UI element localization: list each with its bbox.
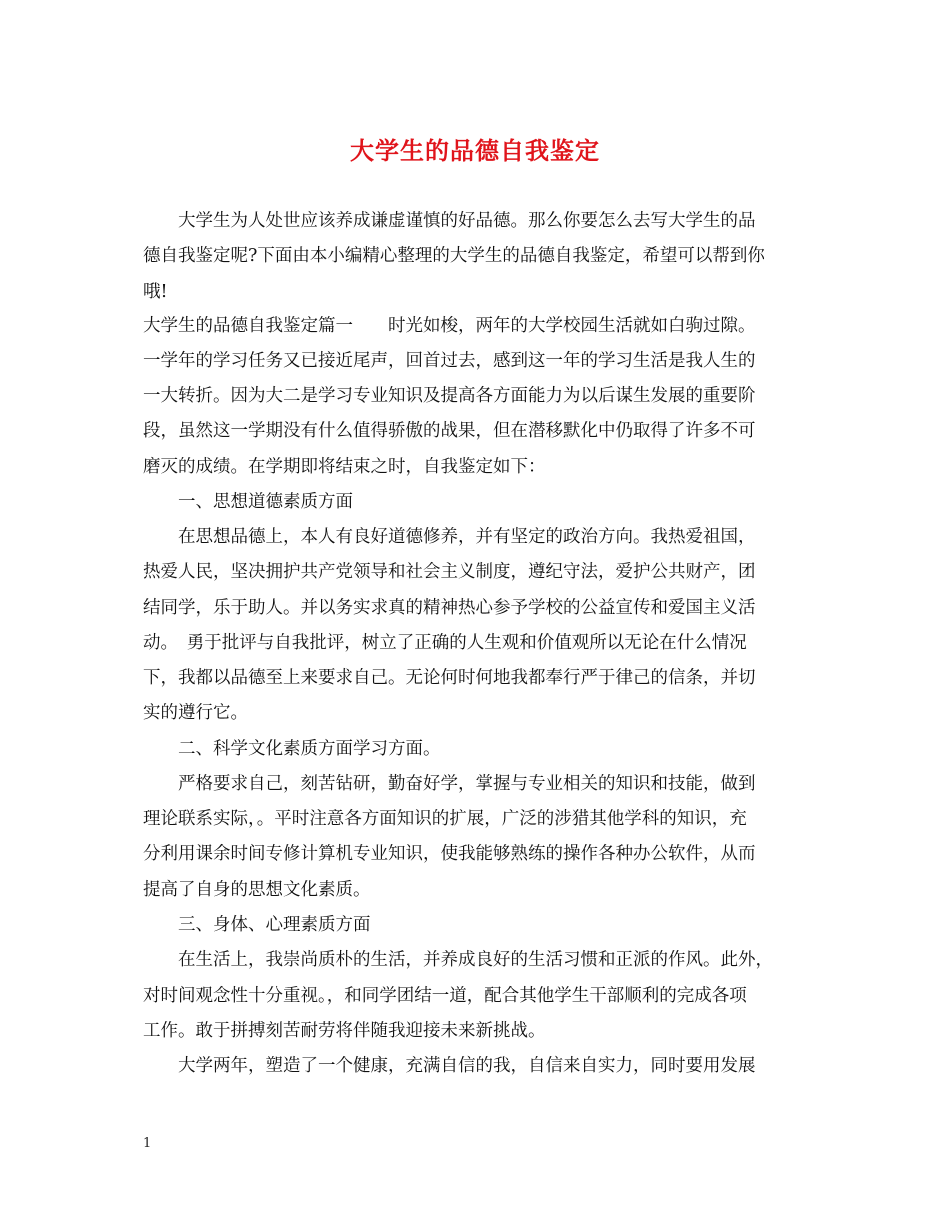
text-line: 结同学，乐于助人。并以务实求真的精神热心参予学校的公益宣传和爱国主义活 (143, 598, 756, 618)
text-line: 哦! (143, 282, 168, 302)
text-line: 动。 勇于批评与自我批评，树立了正确的人生观和价值观所以无论在什么情况 (143, 633, 747, 653)
text-line: 一学年的学习任务又已接近尾声，回首过去，感到这一年的学习生活是我人生的 (143, 351, 756, 371)
text-line: 在生活上，我崇尚质朴的生活，并养成良好的生活习惯和正派的作风。此外， (143, 950, 773, 970)
text-line: 热爱人民，坚决拥护共产党领导和社会主义制度，遵纪守法，爱护公共财产，团 (143, 562, 756, 582)
text-line: 在思想品德上，本人有良好道德修养，并有坚定的政治方向。我热爱祖国， (143, 527, 756, 547)
text-line: 大学生为人处世应该养成谦虚谨慎的好品德。那么你要怎么去写大学生的品 (143, 211, 756, 231)
text-line: 下，我都以品德至上来要求自己。无论何时何地我都奉行严于律己的信条，并切 (143, 668, 756, 688)
text-line: 段，虽然这一学期没有什么值得骄傲的战果，但在潜移默化中仍取得了许多不可 (143, 421, 756, 441)
text-line: 德自我鉴定呢?下面由本小编精心整理的大学生的品德自我鉴定，希望可以帮到你 (143, 246, 765, 266)
text-line: 分利用课余时间专修计算机专业知识，使我能够熟练的操作各种办公软件，从而 (143, 844, 756, 864)
text-line: 理论联系实际，。平时注意各方面知识的扩展，广泛的涉猎其他学科的知识，充 (143, 809, 747, 829)
text-line: 一、思想道德素质方面 (143, 492, 353, 512)
text-line: 对时间观念性十分重视。，和同学团结一道，配合其他学生干部顺利的完成各项 (143, 986, 747, 1006)
text-line: 磨灭的成绩。在学期即将结束之时，自我鉴定如下： (143, 457, 546, 477)
text-line: 二、科学文化素质方面学习方面。 (143, 739, 441, 759)
text-line: 工作。敢于拼搏刻苦耐劳将伴随我迎接未来新挑战。 (143, 1021, 546, 1041)
text-line: 大学生的品德自我鉴定篇一 时光如梭，两年的大学校园生活就如白驹过隙。 (143, 316, 756, 336)
text-line: 三、身体、心理素质方面 (143, 915, 371, 935)
document-title: 大学生的品德自我鉴定 (350, 136, 600, 165)
text-line: 提高了自身的思想文化素质。 (143, 880, 371, 900)
text-line: 一大转折。因为大二是学习专业知识及提高各方面能力为以后谋生发展的重要阶 (143, 386, 756, 406)
text-line: 大学两年，塑造了一个健康，充满自信的我，自信来自实力，同时要用发展 (143, 1056, 756, 1076)
page-number: 1 (143, 1136, 152, 1151)
text-line: 实的遵行它。 (143, 703, 248, 723)
text-line: 严格要求自己，刻苦钻研，勤奋好学，掌握与专业相关的知识和技能，做到 (143, 774, 756, 794)
